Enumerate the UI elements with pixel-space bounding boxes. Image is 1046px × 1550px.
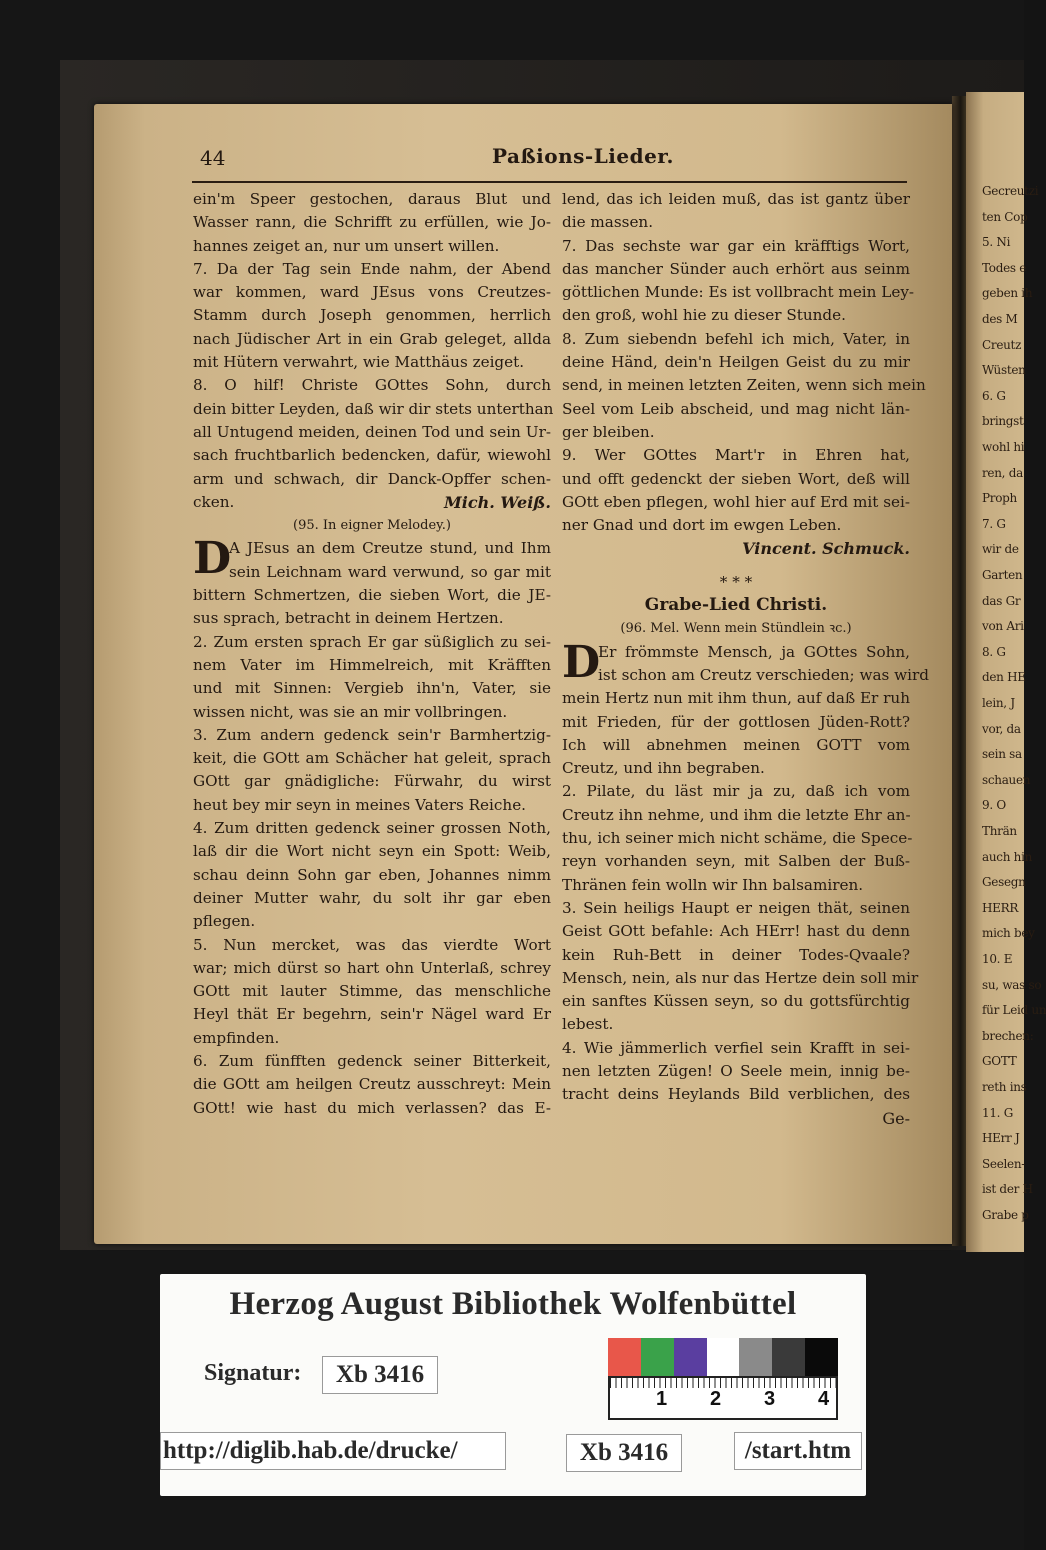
url-suffix[interactable]: /start.htm [734,1432,862,1470]
text-line: laß dir die Wort nicht seyn ein Spott: Weib, [193,842,551,861]
ruler-number: 2 [710,1388,722,1410]
text-line: Stamm durch Joseph genommen, herrlich [193,306,551,325]
color-swatch [674,1338,707,1376]
facing-page-fragment: sein sa [982,747,1022,762]
text-line: Ge- [882,1108,910,1128]
text-line: Creutz ihn nehme, und ihm die letzte Ehr an- [562,805,911,824]
text-line: * * * [719,572,753,591]
text-line: und mit Sinnen: Vergieb ihn'n, Vater, sie [193,679,551,698]
text-line: das mancher Sünder auch erhört aus seinm [562,259,910,278]
dropcap-initial: D [562,636,601,688]
text-line: 8. Zum siebendn befehl ich mich, Vater, in [562,329,910,348]
facing-page-fragment: den HE [982,670,1026,685]
color-swatch [805,1338,838,1376]
signatur-label: Signatur: [204,1360,302,1386]
facing-page-fragment: 10. E [982,952,1013,966]
text-line: (96. Mel. Wenn mein Stündlein ꝛc.) [620,621,852,637]
text-line: pflegen. [193,912,256,931]
text-line: Mich. Weiß. [444,492,551,512]
text-line: und offt gedenckt der sieben Wort, deß will [562,469,910,488]
text-line: bittern Schmertzen, die sieben Wort, die JE- [193,586,551,605]
text-line: heut bey mir seyn in meines Vaters Reiche. [193,795,527,814]
text-line: Seel vom Leib abscheid, und mag nicht län- [562,399,910,418]
dropcap-initial: D [193,533,232,585]
text-line: empfinden. [193,1028,280,1047]
scale-ruler [608,1376,838,1420]
left-column [193,188,554,1120]
facing-page-fragment: ist der H [982,1182,1033,1197]
running-head [192,140,907,180]
text-line: sein Leichnam ward verwund, so gar mit [229,562,551,581]
text-line: (95. In eigner Melodey.) [293,518,451,534]
ruler-number: 1 [656,1388,668,1410]
library-tag [160,1274,866,1496]
text-line: GOtt eben pflegen, wohl hier auf Erd mit sei- [562,492,910,511]
text-line: Mensch, nein, als nur das Hertze dein soll mir [562,968,919,987]
facing-page-fragment: das Gr [982,593,1021,608]
facing-page-fragment: 11. G [982,1105,1013,1120]
color-swatch [707,1338,740,1376]
facing-page-fragment: vor, da [982,721,1021,736]
facing-page-fragment: 7. G [982,516,1006,531]
text-line: ner Gnad und dort im ewgen Leben. [562,516,842,535]
text-line: Wasser rann, die Schrifft zu erfüllen, wie Jo- [193,213,551,232]
text-line: 3. Zum andern gedenck sein'r Barmhertzig- [193,725,551,744]
text-line: GOtt! wie hast du mich verlassen? das E- [193,1098,551,1117]
text-line: Ich will abnehmen meinen GOTT vom [562,735,910,754]
facing-page-fragment: Wüsten [982,363,1026,378]
facing-page-fragment: für Leid un [982,1003,1046,1018]
text-line: Creutz, und ihn begraben. [562,759,765,778]
text-line: sus sprach, betracht in deinem Hertzen. [193,609,504,628]
facing-page-fragment: 6. G [982,388,1006,403]
text-line: schau deinn Sohn gar eben, Johannes nimm [193,865,551,884]
text-line: 7. Da der Tag sein Ende nahm, der Abend [193,259,551,278]
color-swatch [772,1338,805,1376]
text-line: 7. Das sechste war gar ein kräfftigs Wort, [562,236,910,255]
page-number: 44 [200,146,226,170]
text-line: die GOtt am heilgen Creutz ausschreyt: Mein [193,1075,551,1094]
text-line: reyn vorhanden seyn, mit Salben der Buß- [562,852,910,871]
facing-page-fragment: Proph [982,491,1017,506]
facing-page-fragment: bringst [982,414,1024,429]
facing-page-fragment: ten Cop [982,209,1028,224]
book-gutter [952,96,966,1246]
facing-page-fragment: auch hin [982,849,1033,864]
facing-page-fragment: Thrän [982,824,1017,838]
text-line: 6. Zum fünfften gedenck seiner Bitterkeit, [193,1051,551,1070]
facing-page-fragment: von Ari [982,619,1024,634]
facing-page-fragment: ren, da [982,465,1023,480]
facing-page-fragment: geben ih [982,286,1033,301]
text-line: mit Frieden, für der gottlosen Jüden-Rott? [562,712,910,731]
facing-page-fragment: Grabe p [982,1208,1029,1222]
text-line: 8. O hilf! Christe GOttes Sohn, durch [193,376,551,395]
library-title: Herzog August Bibliothek Wolfenbüttel [229,1286,797,1322]
text-line: send, in meinen letzten Zeiten, wenn sich mein [562,376,926,395]
text-line: Grabe-Lied Christi. [644,595,828,616]
facing-page-fragment: lein, J [982,696,1015,710]
text-line: dein bitter Leyden, daß wir dir stets unterthan [193,399,554,418]
facing-page-fragment: HERR [982,900,1019,915]
text-line: 2. Pilate, du läst mir ja zu, daß ich vom [562,782,910,801]
facing-page-fragment: Todes e [982,260,1027,275]
url-prefix[interactable]: http://diglib.hab.de/drucke/ [160,1432,506,1470]
color-swatch [608,1338,641,1376]
text-line: ein'm Speer gestochen, daraus Blut und [193,190,551,208]
text-line: Thränen fein wolln wir Ihn balsamiren. [562,875,864,894]
ruler-number: 4 [818,1388,830,1410]
text-line: 2. Zum ersten sprach Er gar süßiglich zu sei- [193,632,551,651]
ruler-number: 3 [764,1388,776,1410]
facing-page-fragment: reth ins [982,1080,1027,1094]
text-line: war; mich dürst so hart ohn Unterlaß, schrey [193,958,551,977]
text-line: ein sanftes Küssen seyn, so du gottsfürchtig [562,992,910,1011]
text-line: wissen nicht, was sie an mir vollbringen. [193,702,508,721]
facing-page-fragment: Gecreutzi [982,184,1039,198]
text-line: nen letzten Zügen! O Seele mein, innig be- [562,1061,910,1080]
text-line: ger bleiben. [562,422,655,441]
text-line: 5. Nun mercket, was das vierdte Wort [193,935,551,954]
text-line: tracht deins Heylands Bild verblichen, des [562,1085,910,1104]
text-line: all Untugend meiden, deinen Tod und sein Ur- [193,422,551,441]
text-line: sach fruchtbarlich bedencken, dafür, wiewohl [193,446,551,465]
facing-page-fragment: Creutz [982,337,1022,352]
text-line: die massen. [562,213,654,232]
page-header-title: Paßions-Lieder. [492,144,674,168]
text-line: mein Hertz nun mit ihm thun, auf daß Er ruh [562,689,910,708]
text-line: mit Hütern verwahrt, wie Matthäus zeiget. [193,353,525,372]
text-line: kein Ruh-Bett in deiner Todes-Qvaale? [562,945,910,964]
text-line: nem Vater im Himmelreich, mit Kräfften [193,655,551,674]
facing-page-fragment: Seelen- [982,1156,1026,1171]
facing-page-fragment: 9. O [982,798,1006,813]
color-swatch [739,1338,772,1376]
text-line: hannes zeiget an, nur um unsert willen. [193,236,500,255]
facing-page-fragment: HErr J [982,1131,1020,1146]
text-line: ist schon am Creutz verschieden; was wird [598,665,929,684]
facing-page-fragment: brechen: [982,1028,1034,1043]
facing-page-fragment: GOTT [982,1054,1017,1069]
text-line: 4. Zum dritten gedenck seiner grossen Noth, [193,819,551,838]
text-line: 4. Wie jämmerlich verfiel sein Krafft in sei- [562,1038,910,1057]
text-line: cken. [193,492,235,511]
text-line: den groß, wohl hie zu dieser Stunde. [562,306,846,325]
text-line: lend, das ich leiden muß, das ist gantz über [562,190,910,208]
facing-page-fragment: wir de [982,542,1019,557]
text-line: lebest. [562,1015,614,1034]
color-swatches [608,1338,838,1376]
facing-page-fragment: wohl hi [982,440,1025,454]
facing-page-fragment: su, was so [982,977,1042,992]
text-line: 3. Sein heiligs Haupt er neigen thät, seinen [562,898,910,917]
text-line: 9. Wer GOttes Mart'r in Ehren hat, [562,446,910,465]
text-line: Heyl thät Er begehrn, sein'r Nägel ward Er [193,1005,551,1024]
signatur-value: Xb 3416 [322,1356,438,1394]
facing-page-edge [966,92,1046,1252]
text-line: keit, die GOtt am Schächer hat geleit, sprach [193,749,551,768]
facing-page-fragment: schauen [982,772,1031,787]
facing-page-fragment: Garten [982,568,1023,582]
text-line: GOtt gar gnädigliche: Fürwahr, du wirst [193,772,551,791]
text-line: thu, ich seiner mich nicht schäme, die Spece- [562,829,913,848]
text-line: deiner Mutter wahr, du solt ihr gar eben [193,888,551,907]
text-line: arm und schwach, dir Danck-Opffer schen- [193,469,551,488]
text-line: war kommen, ward JEsus vons Creutzes- [193,283,551,302]
text-line: Geist GOtt befahle: Ach HErr! hast du denn [562,922,910,941]
url-signatur[interactable]: Xb 3416 [566,1434,682,1472]
text-line: A JEsus an dem Creutze stund, und Ihm [229,539,551,558]
facing-page-fragment: 8. G [982,644,1006,659]
text-line: Vincent. Schmuck. [742,539,910,559]
text-line: nach Jüdischer Art in ein Grab geleget, allda [193,329,551,348]
color-swatch [641,1338,674,1376]
facing-page-fragment: 5. Ni [982,235,1011,250]
text-line: deine Händ, dein'n Heilgen Geist du zu mir [562,353,910,372]
facing-page-fragment: mich bey [982,926,1035,941]
facing-page-fragment: des M [982,312,1018,326]
text-line: Er frömmste Mensch, ja GOttes Sohn, [598,642,910,661]
text-line: göttlichen Munde: Es ist vollbracht mein Ley- [562,283,915,302]
right-column [562,188,929,1130]
facing-page-fragment: Gesegn [982,875,1026,890]
header-rule [192,181,907,183]
text-line: GOtt mit lauter Stimme, das menschliche [193,982,551,1001]
